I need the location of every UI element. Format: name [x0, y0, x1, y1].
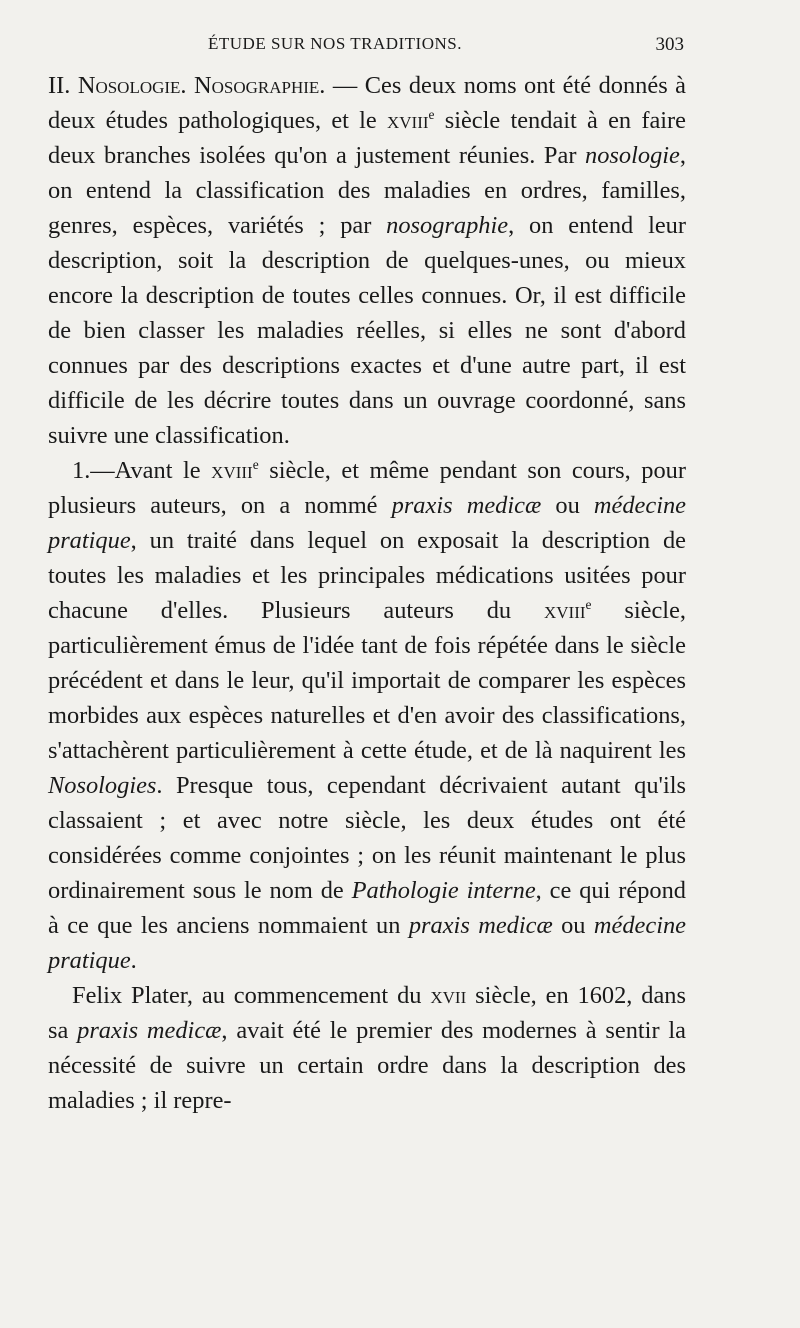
running-title: ÉTUDE SUR NOS TRADITIONS. — [208, 34, 462, 53]
page-header — [48, 34, 684, 62]
century-numeral: xviii — [211, 457, 253, 484]
text-run: siècle, particulièrement émus de l'idée tant de fois répétée dans le siècle précédent et dans le leur, qu'il importait de comparer les espèces morbides aux espèces naturelles et d'en avoir des classifications, s'attachèrent particulièrement à cette étude, et de là naquirent les — [48, 597, 686, 764]
text-run: Felix Plater, au commencement du — [72, 982, 431, 1009]
page-body — [48, 68, 686, 1118]
century-numeral: xviii — [386, 107, 429, 134]
text-run: siècle, et même pendant son cours, pour plusieurs auteurs, on a nommé — [48, 457, 686, 519]
century-numeral: xviii — [543, 597, 586, 624]
text-run: 1.—Avant le — [72, 457, 212, 484]
italic-term: praxis medicæ — [408, 912, 553, 939]
italic-term: praxis medicæ — [77, 1017, 222, 1044]
superscript: e — [428, 106, 435, 122]
superscript: e — [585, 596, 592, 612]
italic-term: Pathologie interne — [351, 877, 536, 904]
century-numeral: xvii — [430, 982, 467, 1009]
paragraph-praxis — [48, 453, 686, 978]
italic-term: nosologie — [585, 142, 680, 169]
text-run: , avait été le premier des modernes à sentir la nécessité de suivre un certain ordre dans la description des maladies ; il repre- — [48, 1017, 686, 1114]
italic-term: nosographie — [386, 212, 509, 239]
section-heading: Nosologie. Nosographie. — [77, 72, 326, 99]
paragraph-nosologie — [48, 68, 686, 453]
italic-term: médecine pratique — [48, 912, 686, 974]
section-number: II. — [48, 72, 78, 99]
text-run: ou — [552, 912, 594, 939]
page-number: 303 — [655, 34, 684, 55]
text-run: . Presque tous, cependant décrivaient autant qu'ils classaient ; et avec notre siècle, les deux études ont été considérées comme conjointes ; on les réunit maintenant le plus ordinairement sous le nom de — [48, 772, 686, 904]
text-run: . — [130, 947, 137, 974]
text-run: siècle tendait à en faire deux branches isolées qu'on a justement réunies. Par — [48, 107, 687, 169]
text-run: , ce qui répond à ce que les anciens nommaient un — [48, 877, 686, 939]
italic-term: praxis medicæ — [391, 492, 542, 519]
italic-term: médecine pratique — [48, 492, 686, 554]
text-run: , on entend la classification des maladies en ordres, familles, genres, espèces, variétés ; par — [48, 142, 686, 239]
text-run: ou — [541, 492, 594, 519]
text-run: siècle, en 1602, dans sa — [48, 982, 686, 1044]
superscript: e — [252, 456, 259, 472]
text-run: , un traité dans lequel on exposait la description de toutes les maladies et les principales médications usitées pour chacune d'elles. Plusieurs auteurs du — [48, 527, 686, 624]
text-run: , on entend leur description, soit la description de quelques-unes, ou mieux encore la description de toutes celles connues. Or, il est difficile de bien classer les maladies réelles, si elles ne sont d'abord connues par des descriptions exactes et d'une autre part, il est difficile de les décrire toutes dans un ouvrage coordonné, sans suivre une classification. — [48, 212, 686, 449]
paragraph-plater — [48, 978, 686, 1118]
italic-term: Nosologies — [48, 772, 157, 799]
text-run: — Ces deux noms ont été donnés à deux études pathologiques, et le — [48, 72, 686, 134]
